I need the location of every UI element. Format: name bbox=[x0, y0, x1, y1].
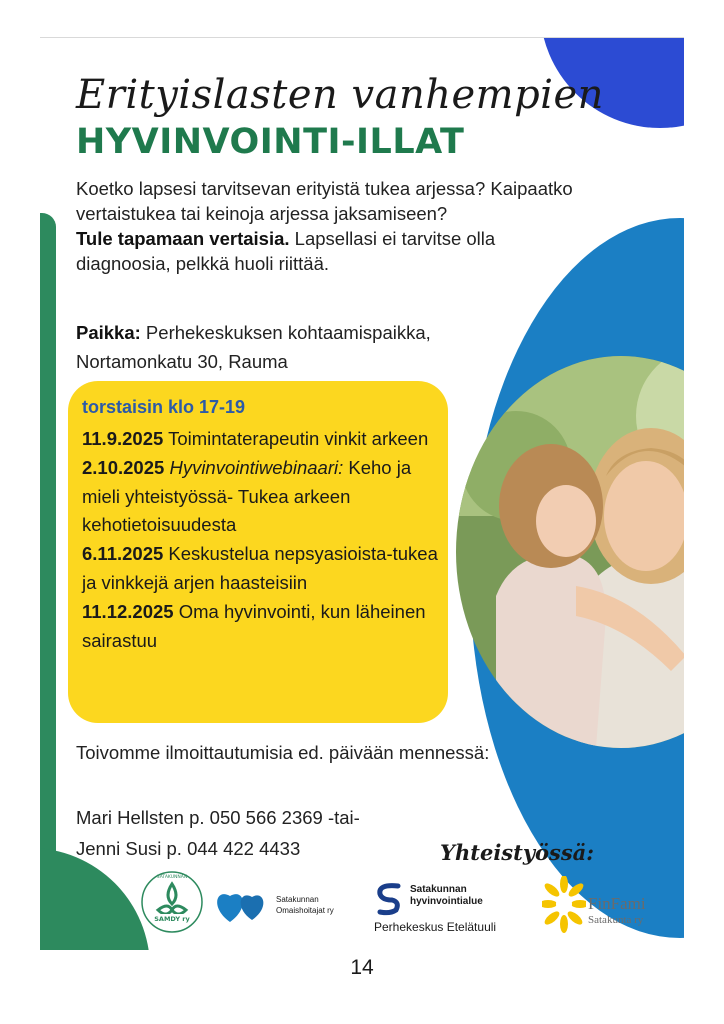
intro-invitation bbox=[76, 226, 576, 276]
event-title: Keho ja mieli yhteistyössä- Tukea arkeen kehotietoisuudesta bbox=[82, 456, 412, 536]
samdy-trefoil-icon bbox=[140, 870, 204, 934]
omaishoitajat-text bbox=[276, 894, 334, 916]
samdy-logo bbox=[140, 870, 204, 934]
event-date: 11.12.2025 bbox=[82, 600, 174, 622]
omaishoitajat-line1: Satakunnan bbox=[276, 895, 319, 904]
intro-questions: Koetko lapsesi tarvitsevan erityistä tukea arjessa? Kaipaatko vertaistukea tai keinoja arjessa jaksamiseen? bbox=[76, 178, 573, 224]
schedule-list bbox=[82, 425, 442, 655]
event-date: 6.11.2025 bbox=[82, 543, 164, 565]
omaishoitajat-line2: Omaishoitajat ry bbox=[276, 906, 334, 915]
schedule-item bbox=[82, 598, 442, 656]
page-number: 14 bbox=[350, 956, 374, 979]
flyer-main-title: HYVINVOINTI-ILLAT bbox=[76, 122, 465, 162]
s-swirl-icon bbox=[374, 882, 404, 916]
event-date: 2.10.2025 bbox=[82, 456, 165, 478]
collaboration-label: Yhteistyössä: bbox=[440, 840, 595, 865]
contact-line: Jenni Susi p. 044 422 4433 bbox=[76, 838, 301, 859]
flyer-script-title: Erityislasten vanhempien bbox=[76, 72, 604, 118]
contact-info bbox=[76, 802, 496, 864]
intro-text bbox=[76, 176, 576, 276]
location-line2: Nortamonkatu 30, Rauma bbox=[76, 351, 288, 372]
satakunta-name bbox=[410, 884, 483, 908]
intro-note: Lapsellasi ei tarvitse olla diagnoosia, pelkkä huoli riittää. bbox=[76, 228, 496, 274]
omaishoitajat-logo bbox=[214, 882, 364, 932]
schedule-box bbox=[68, 381, 448, 723]
finfami-logo bbox=[542, 876, 682, 936]
event-title: Oma hyvinvointi, kun läheinen sairastuu bbox=[82, 600, 426, 651]
satakunta-wellbeing-logo bbox=[374, 882, 544, 938]
samdy-ring-text: SATAKUNNAN bbox=[156, 875, 188, 880]
sunflower-icon bbox=[542, 876, 586, 936]
schedule-heading: torstaisin klo 17-19 bbox=[82, 397, 246, 417]
finfami-sub: Satakunta ry bbox=[588, 914, 644, 926]
intro-call-to-action: Tule tapamaan vertaisia. bbox=[76, 228, 290, 249]
registration-text: Toivomme ilmoittautumisia ed. päivään mennessä: bbox=[76, 742, 490, 763]
event-date: 11.9.2025 bbox=[82, 428, 164, 449]
finfami-name: FinFami bbox=[588, 894, 646, 913]
event-title: Keskustelua nepsyasioista-tukea ja vinkkejä arjen haasteisiin bbox=[82, 543, 438, 593]
location-line1: Perhekeskuksen kohtaamispaikka, bbox=[140, 322, 431, 343]
location-label: Paikka: bbox=[76, 322, 141, 343]
event-title: Toimintaterapeutin vinkit arkeen bbox=[163, 428, 429, 449]
registration-note bbox=[76, 740, 516, 766]
schedule-item bbox=[82, 540, 442, 598]
hearts-icon bbox=[214, 882, 270, 928]
satakunta-line1: Satakunnan bbox=[410, 884, 467, 895]
schedule-item bbox=[82, 454, 442, 540]
event-title-italic: Hyvinvointiwebinaari: bbox=[164, 456, 344, 478]
event-flyer bbox=[40, 38, 684, 950]
schedule-item bbox=[82, 425, 442, 454]
contact-line: Mari Hellsten p. 050 566 2369 -tai- bbox=[76, 807, 360, 828]
event-location bbox=[76, 318, 596, 376]
samdy-name: SAMDY ry bbox=[154, 915, 190, 923]
perhekeskus-name: Perhekeskus Etelätuuli bbox=[374, 920, 497, 934]
decorative-green-bar bbox=[40, 213, 56, 950]
satakunta-line2: hyvinvointialue bbox=[410, 896, 483, 907]
